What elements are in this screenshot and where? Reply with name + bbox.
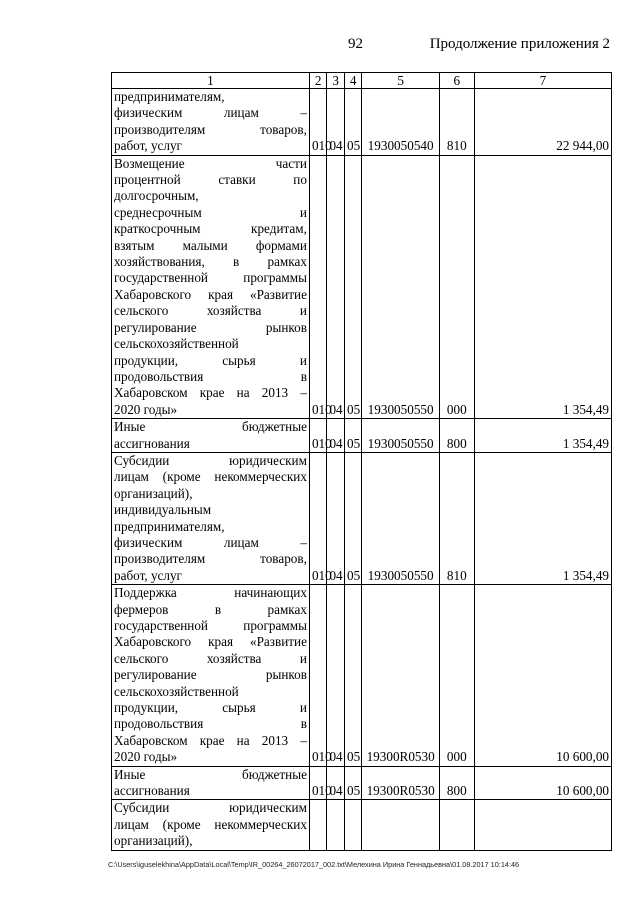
description-line: работ, услуг (114, 567, 182, 583)
row-description (112, 89, 310, 156)
code-cell-c5 (362, 800, 439, 850)
amount-cell: 1 354,49 (474, 452, 611, 584)
code-cell-c6: 810 (439, 452, 474, 584)
column-header: 5 (362, 73, 439, 89)
code-cell-c6: 800 (439, 766, 474, 800)
description-line: физическим лицам – (114, 534, 307, 550)
description-line: государственной программы (114, 270, 307, 286)
column-header: 1 (112, 73, 310, 89)
row-description (112, 766, 310, 800)
code-cell-c4: 05 (344, 155, 362, 419)
column-header: 7 (474, 73, 611, 89)
amount-cell: 1 354,49 (474, 419, 611, 453)
description-line: среднесрочным и (114, 204, 307, 220)
code-cell-c2: 010 (309, 452, 327, 584)
column-header: 6 (439, 73, 474, 89)
description-line: организаций), (114, 485, 193, 501)
code-cell-c4 (344, 800, 362, 850)
description-line: регулирование рынков (114, 319, 307, 335)
description-line: индивидуальным (114, 502, 212, 518)
description-line: лицам (кроме некоммерческих (114, 816, 307, 832)
code-cell-c5: 19300R0530 (362, 585, 439, 766)
description-line: продовольствия в (114, 716, 307, 732)
description-line: регулирование рынков (114, 667, 307, 683)
code-cell-c2: 010 (309, 89, 327, 156)
code-cell-c2: 010 (309, 585, 327, 766)
code-cell-c6 (439, 800, 474, 850)
description-line: ассигнования (114, 783, 190, 799)
description-line: лицам (кроме некоммерческих (114, 469, 307, 485)
code-cell-c2: 010 (309, 155, 327, 419)
table-row (112, 800, 612, 850)
code-cell-c4: 05 (344, 452, 362, 584)
description-line: Субсидии юридическим (114, 800, 307, 816)
code-cell-c4: 05 (344, 766, 362, 800)
code-cell-c6: 810 (439, 89, 474, 156)
description-line: производителям товаров, (114, 121, 307, 137)
row-description (112, 419, 310, 453)
description-line: продукции, сырья и (114, 352, 307, 368)
code-cell-c3: 04 (327, 89, 345, 156)
description-line: Хабаровском крае на 2013 – (114, 732, 307, 748)
amount-cell: 22 944,00 (474, 89, 611, 156)
description-line: предпринимателям, (114, 518, 225, 534)
code-cell-c5: 1930050550 (362, 419, 439, 453)
description-line: продовольствия в (114, 368, 307, 384)
description-line: Хабаровского края «Развитие (114, 286, 307, 302)
code-cell-c6: 800 (439, 419, 474, 453)
amount-cell: 1 354,49 (474, 155, 611, 419)
description-line: хозяйствования, в рамках (114, 254, 307, 270)
table-row (112, 89, 612, 156)
code-cell-c3: 04 (327, 155, 345, 419)
description-line: Хабаровском крае на 2013 – (114, 385, 307, 401)
description-line: ассигнования (114, 435, 190, 451)
code-cell-c5: 1930050550 (362, 452, 439, 584)
code-cell-c4: 05 (344, 89, 362, 156)
description-line: сельскохозяйственной (114, 336, 239, 352)
description-line: Иные бюджетные (114, 766, 307, 782)
code-cell-c3: 04 (327, 419, 345, 453)
description-line: организаций), (114, 833, 193, 849)
code-cell-c6: 000 (439, 155, 474, 419)
description-line: долгосрочным, (114, 188, 199, 204)
table-row (112, 452, 612, 584)
budget-table (111, 72, 612, 851)
description-line: сельского хозяйства и (114, 303, 307, 319)
page-number: 92 (348, 36, 363, 52)
description-line: Субсидии юридическим (114, 452, 307, 468)
column-header: 4 (344, 73, 362, 89)
description-line: работ, услуг (114, 138, 182, 154)
code-cell-c6: 000 (439, 585, 474, 766)
amount-cell: 10 600,00 (474, 585, 611, 766)
description-line: 2020 годы» (114, 401, 178, 417)
description-line: процентной ставки по (114, 172, 307, 188)
description-line: предпринимателям, (114, 89, 225, 104)
row-description (112, 155, 310, 419)
description-line: физическим лицам – (114, 105, 307, 121)
table-row (112, 585, 612, 766)
description-line: продукции, сырья и (114, 700, 307, 716)
table-row (112, 155, 612, 419)
description-line: государственной программы (114, 618, 307, 633)
header-row (112, 73, 612, 89)
description-line: производителям товаров, (114, 551, 307, 567)
code-cell-c4: 05 (344, 585, 362, 766)
column-header: 2 (309, 73, 327, 89)
code-cell-c3 (327, 800, 345, 850)
description-line: Хабаровского края «Развитие (114, 634, 307, 650)
description-line: Поддержка начинающих (114, 585, 307, 601)
description-line: фермеров в рамках (114, 601, 307, 617)
code-cell-c3: 04 (327, 766, 345, 800)
amount-cell (474, 800, 611, 850)
table-row (112, 419, 612, 453)
code-cell-c3: 04 (327, 452, 345, 584)
table-row (112, 766, 612, 800)
description-line: Возмещение части (114, 155, 307, 171)
code-cell-c5: 19300R0530 (362, 766, 439, 800)
row-description (112, 452, 310, 584)
code-cell-c4: 05 (344, 419, 362, 453)
code-cell-c2: 010 (309, 419, 327, 453)
description-line: Иные бюджетные (114, 419, 307, 435)
row-description (112, 800, 310, 850)
code-cell-c5: 1930050540 (362, 89, 439, 156)
code-cell-c2 (309, 800, 327, 850)
description-line: взятым малыми формами (114, 237, 307, 253)
description-line: сельскохозяйственной (114, 683, 239, 699)
code-cell-c5: 1930050550 (362, 155, 439, 419)
description-line: 2020 годы» (114, 749, 178, 765)
description-line: краткосрочным кредитам, (114, 221, 307, 237)
amount-cell: 10 600,00 (474, 766, 611, 800)
row-description (112, 585, 310, 766)
code-cell-c3: 04 (327, 585, 345, 766)
description-line: сельского хозяйства и (114, 650, 307, 666)
code-cell-c2: 010 (309, 766, 327, 800)
column-header: 3 (327, 73, 345, 89)
continuation-label: Продолжение приложения 2 (429, 36, 610, 52)
footer-path: C:\Users\iguselekhina\AppData\Local\Temp\IR_00264_26072017_002.txt\Мелехина Ирина Геннадьевна\01.08.2017 10:14:46 (108, 860, 520, 869)
